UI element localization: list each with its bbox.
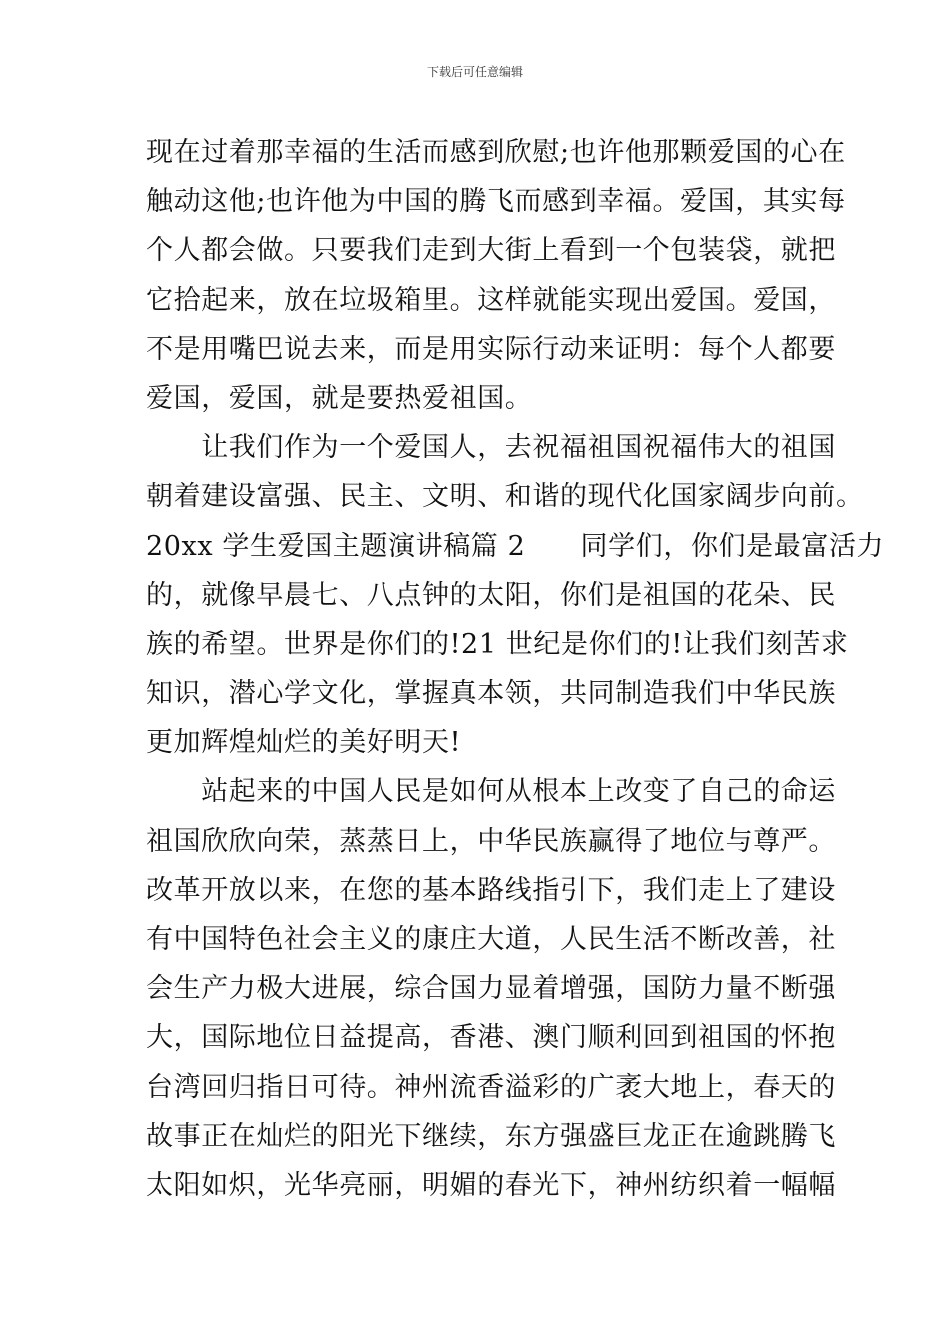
text-line: 台湾回归指日可待。神州流香溢彩的广袤大地上，春天的 xyxy=(146,1071,836,1103)
text-line: 会生产力极大进展，综合国力显着增强，国防力量不断强 xyxy=(146,973,836,1005)
text-line: 的，就像早晨七、八点钟的太阳，你们是祖国的花朵、民 xyxy=(146,579,836,611)
page-header-note: 下载后可任意编辑 xyxy=(426,65,523,79)
text-line: 个人都会做。只要我们走到大街上看到一个包装袋，就把 xyxy=(146,235,836,267)
text-line: 故事正在灿烂的阳光下继续，东方强盛巨龙正在逾跳腾飞 xyxy=(146,1120,836,1152)
text-line: 祖国欣欣向荣，蒸蒸日上，中华民族赢得了地位与尊严。 xyxy=(146,825,836,857)
text-line: 大，国际地位日益提高，香港、澳门顺利回到祖国的怀抱 xyxy=(146,1022,836,1054)
text-line: 更加辉煌灿烂的美好明天! xyxy=(146,727,462,759)
text-line: 不是用嘴巴说去来，而是用实际行动来证明：每个人都要 xyxy=(146,333,836,365)
text-line: 触动这他;也许他为中国的腾飞而感到幸福。爱国，其实每 xyxy=(146,186,846,218)
text-line: 朝着建设富强、民主、文明、和谐的现代化国家阔步向前。 xyxy=(146,481,864,513)
text-line: 族的希望。世界是你们的!21 世纪是你们的!让我们刻苦求 xyxy=(146,628,849,660)
text-line: 现在过着那幸福的生活而感到欣慰;也许他那颗爱国的心在 xyxy=(146,137,846,168)
text-line: 改革开放以来，在您的基本路线指引下，我们走上了建设 xyxy=(146,874,836,906)
text-line: 让我们作为一个爱国人，去祝福祖国祝福伟大的祖国 xyxy=(146,432,836,464)
document-body xyxy=(146,128,885,1210)
text-line: 站起来的中国人民是如何从根本上改变了自己的命运 xyxy=(146,776,836,808)
text-line: 知识，潜心学文化，掌握真本领，共同制造我们中华民族 xyxy=(146,678,836,710)
text-line: 它拾起来，放在垃圾箱里。这样就能实现出爱国。爱国， xyxy=(146,284,836,316)
text-line: 太阳如炽，光华亮丽，明媚的春光下，神州纺织着一幅幅 xyxy=(146,1169,836,1201)
text-line: 爱国，爱国，就是要热爱祖国。 xyxy=(146,382,533,414)
text-line: 有中国特色社会主义的康庄大道，人民生活不断改善，社 xyxy=(146,924,836,955)
text-line: 20xx 学生爱国主题演讲稿篇 2 同学们，你们是最富活力 xyxy=(146,530,885,562)
